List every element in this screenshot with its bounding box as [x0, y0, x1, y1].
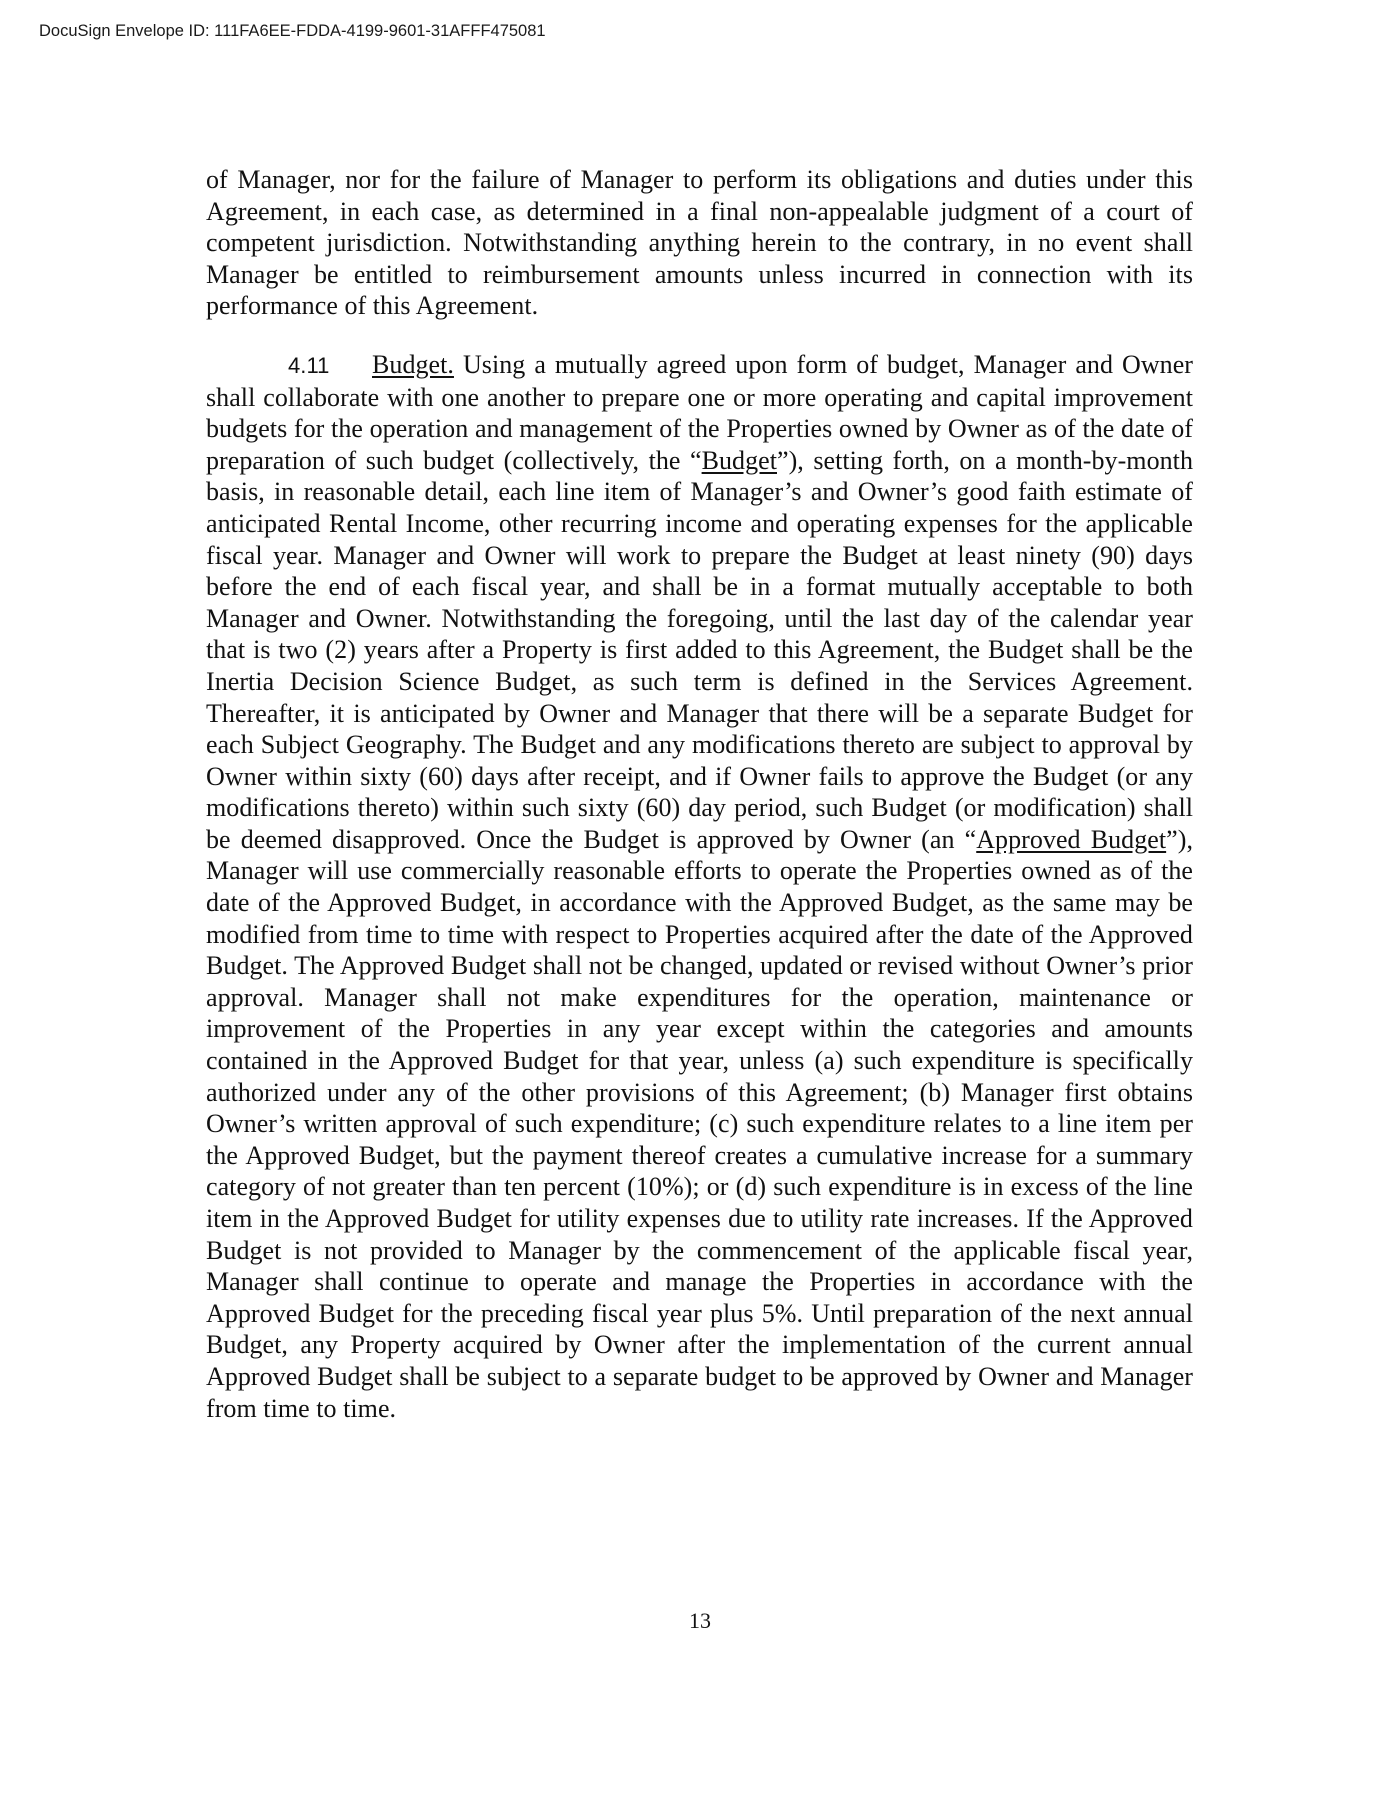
- document-body: [206, 164, 1193, 1424]
- defined-term-budget: Budget: [701, 445, 777, 475]
- section-4-11-paragraph: [206, 349, 1193, 1424]
- docusign-envelope-id: DocuSign Envelope ID: 111FA6EE-FDDA-4199-9601-31AFFF475081: [39, 22, 546, 40]
- defined-term-approved-budget: Approved Budget: [976, 824, 1167, 854]
- section-text-part-2: ”), setting forth, on a month-by-month basis, in reasonable detail, each line item of Manager’s and Owner’s good faith estimate of anticipated Rental Income, other recurring income and operating expenses for the applicable fiscal year. Manager and Owner will work to prepare the Budget at least ninety (90) days before the end of each fiscal year, and shall be in a format mutually acceptable to both Manager and Owner. Notwithstanding the foregoing, until the last day of the calendar year that is two (2) years after a Property is first added to this Agreement, the Budget shall be the Inertia Decision Science Budget, as such term is defined in the Services Agreement. Thereafter, it is anticipated by Owner and Manager that there will be a separate Budget for each Subject Geography. The Budget and any modifications thereto are subject to approval by Owner within sixty (60) days after receipt, and if Owner fails to approve the Budget (or any modifications thereto) within such sixty (60) day period, such Budget (or modification) shall be deemed disapproved. Once the Budget is approved by Owner (an “: [206, 445, 1193, 854]
- section-number: 4.11: [288, 352, 330, 378]
- section-text-part-3: ”), Manager will use commercially reasonable efforts to operate the Properties owned as of the date of the Approved Budget, in accordance with the Approved Budget, as the same may be modified from time to time with respect to Properties acquired after the date of the Approved Budget. The Approved Budget shall not be changed, updated or revised without Owner’s prior approval. Manager shall not make expenditures for the operation, maintenance or improvement of the Properties in any year except within the categories and amounts contained in the Approved Budget for that year, unless (a) such expenditure is specifically authorized under any of the other provisions of this Agreement; (b) Manager first obtains Owner’s written approval of such expenditure; (c) such expenditure relates to a line item per the Approved Budget, but the payment thereof creates a cumulative increase for a summary category of not greater than ten percent (10%); or (d) such expenditure is in excess of the line item in the Approved Budget for utility expenses due to utility rate increases. If the Approved Budget is not provided to Manager by the commencement of the applicable fiscal year, Manager shall continue to operate and manage the Properties in accordance with the Approved Budget for the preceding fiscal year plus 5%. Until preparation of the next annual Budget, any Property acquired by Owner after the implementation of the current annual Approved Budget shall be subject to a separate budget to be approved by Owner and Manager from time to time.: [206, 824, 1193, 1423]
- continuation-paragraph: of Manager, nor for the failure of Manager to perform its obligations and duties under this Agreement, in each case, as determined in a final non-appealable judgment of a court of competent jurisdiction. Notwithstanding anything herein to the contrary, in no event shall Manager be entitled to reimbursement amounts unless incurred in connection with its performance of this Agreement.: [206, 165, 1193, 321]
- section-text-part-1: Using a mutually agreed upon form of budget, Manager and Owner shall collaborate with one another to prepare one or more operating and capital improvement budgets for the operation and management of the Properties owned by Owner as of the date of preparation of such budget (collectively, the “: [206, 349, 1193, 475]
- page-number: 13: [689, 1608, 711, 1633]
- section-title: Budget.: [372, 349, 454, 379]
